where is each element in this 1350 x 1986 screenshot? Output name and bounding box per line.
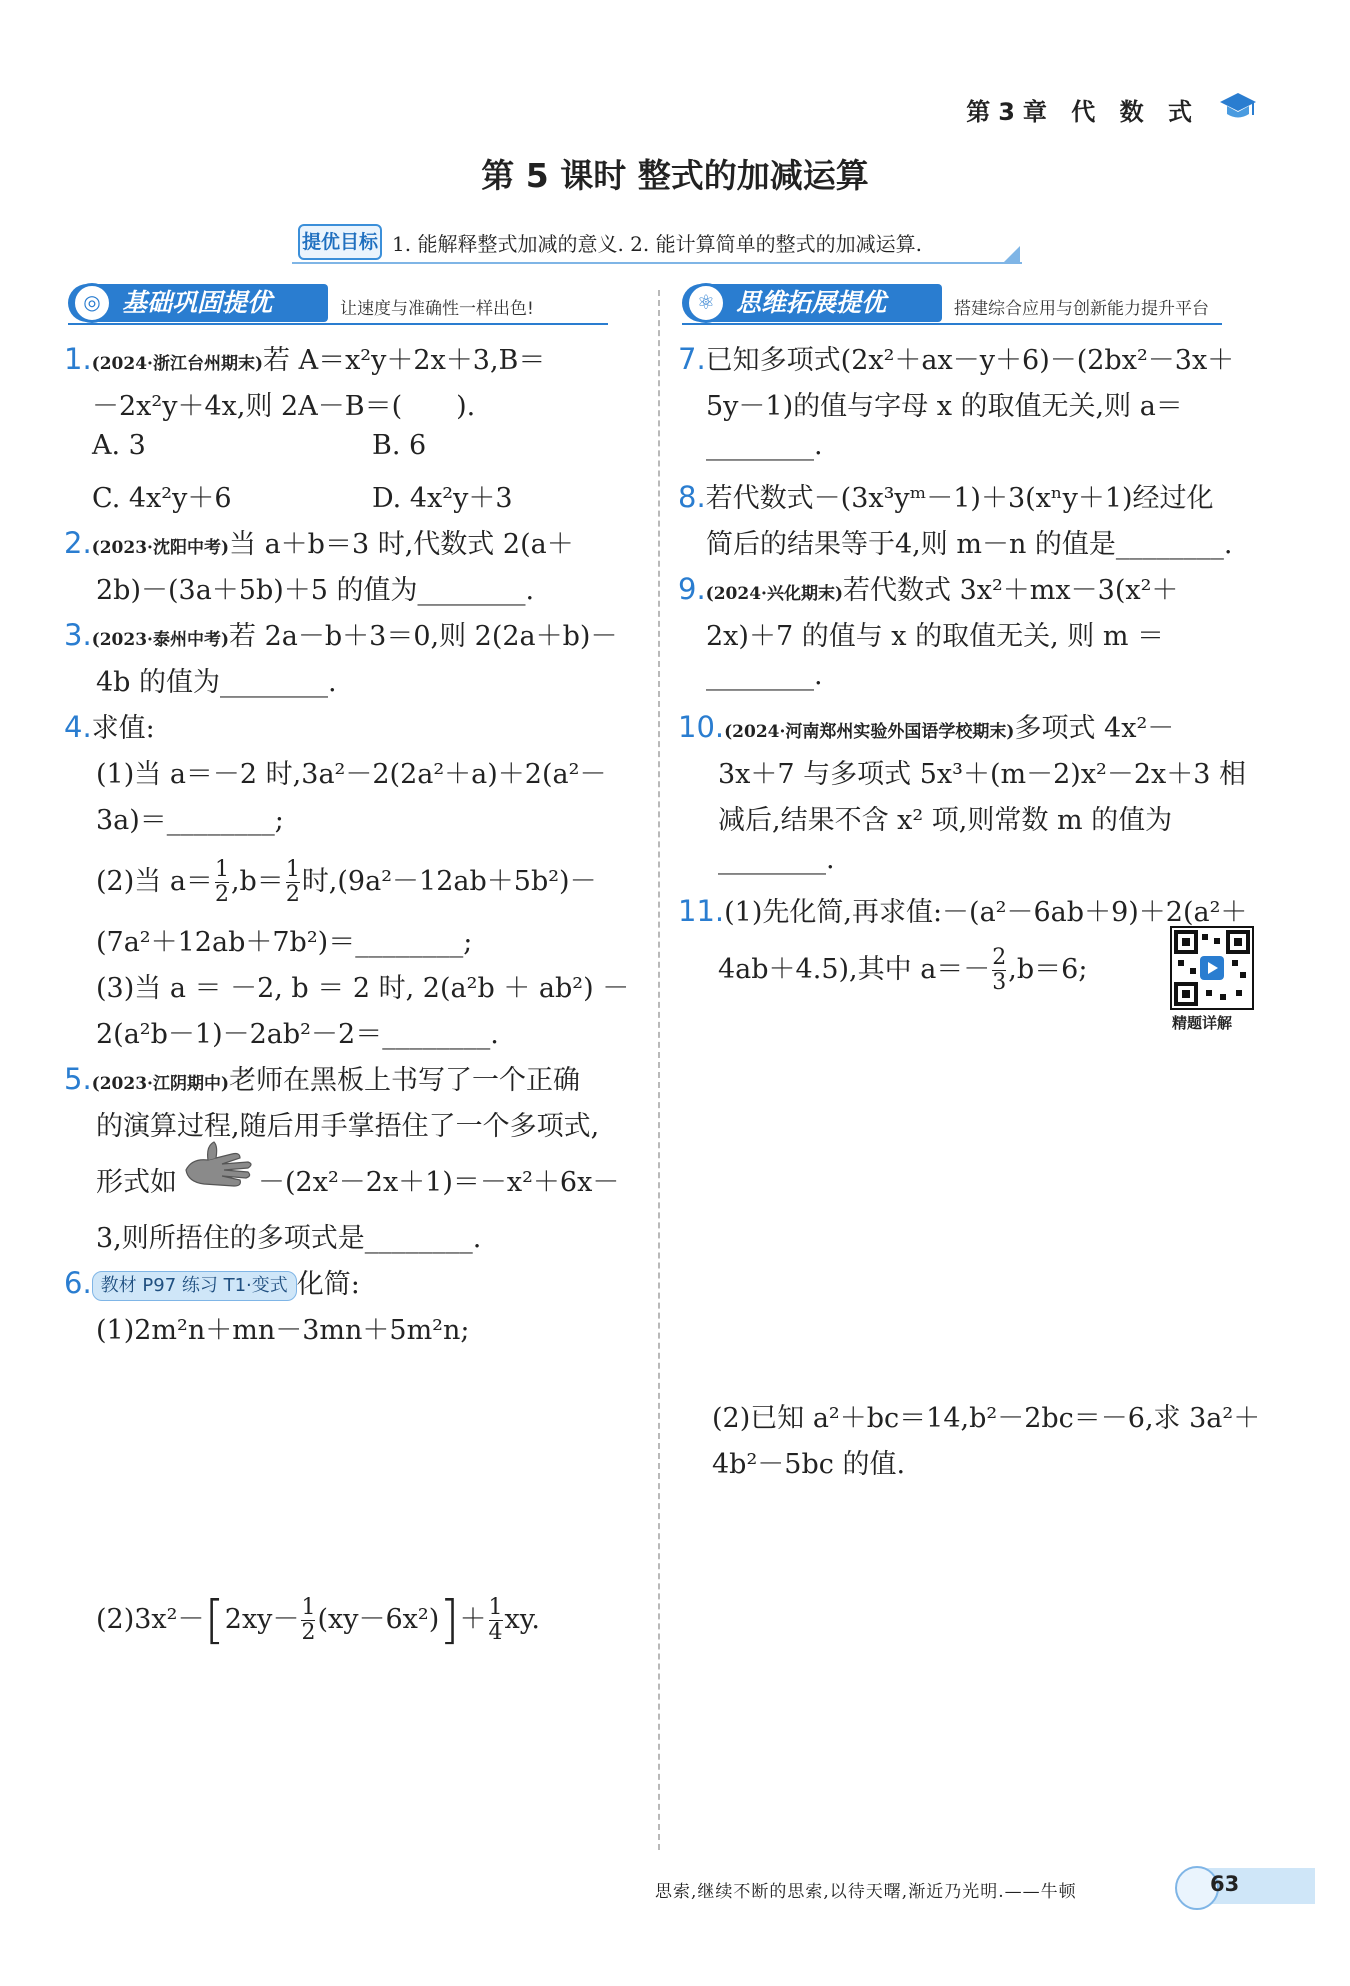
- q4-number: 4.: [64, 710, 92, 744]
- fraction-den: 2: [214, 882, 229, 907]
- q3-source: (2023·泰州中考): [91, 630, 229, 650]
- q5-text-1: 老师在黑板上书写了一个正确: [229, 1065, 580, 1096]
- q9-source: (2024·兴化期末): [705, 584, 843, 604]
- q10-source: (2024·河南郑州实验外国语学校期末): [724, 722, 1015, 742]
- q10-line3: 减后,结果不含 x² 项,则常数 m 的值为: [718, 805, 1173, 836]
- q6-p2-a: (2)3x²－: [96, 1604, 205, 1635]
- fraction-num: 2: [992, 945, 1007, 970]
- q4-part3-line1: (3)当 a ＝ －2, b ＝ 2 时, 2(a²b ＋ ab²) －: [96, 973, 630, 1004]
- q9-number: 9.: [678, 572, 706, 606]
- q1-option-d: D. 4x²y＋3: [372, 483, 513, 514]
- q7-text-1: 已知多项式(2x²＋ax－y＋6)－(2bx²－3x＋: [705, 345, 1235, 376]
- fraction-half-2: [286, 858, 300, 907]
- q3-line2: 4b 的值为________.: [96, 667, 337, 698]
- section-title-basic: 基础巩固提优: [122, 288, 273, 317]
- q5-line1: [64, 1058, 580, 1097]
- q2-line2: 2b)－(3a＋5b)＋5 的值为________.: [96, 575, 535, 606]
- q3-text-1: 若 2a－b＋3＝0,则 2(2a＋b)－: [229, 621, 618, 652]
- q6-p2-c: (xy－6x²): [317, 1604, 440, 1635]
- textbook-tag: 教材 P97 练习 T1·变式: [92, 1271, 297, 1301]
- q4-part2-line1: [96, 858, 597, 907]
- q11-part2-line2: 4b²－5bc 的值.: [712, 1449, 906, 1480]
- fraction-half: [301, 1596, 315, 1645]
- fraction-den: 2: [285, 882, 300, 907]
- column-divider: [658, 290, 660, 1850]
- bracket-left: [: [204, 1590, 225, 1651]
- fraction-quarter: [489, 1596, 503, 1645]
- goal-text: 1. 能解释整式加减的意义. 2. 能计算简单的整式的加减运算.: [392, 232, 922, 256]
- q8-line2: 简后的结果等于4,则 m－n 的值是________.: [706, 529, 1233, 560]
- q4-p2-b: ,b＝: [230, 866, 284, 897]
- section-underline-right: [682, 323, 1222, 325]
- q6-p2-e: xy.: [504, 1604, 541, 1635]
- fraction-num: 1: [488, 1595, 503, 1620]
- q10-text-1: 多项式 4x²－: [1014, 713, 1175, 744]
- fraction-num: 1: [285, 857, 300, 882]
- q4-part2-line2: (7a²＋12ab＋7b²)＝________;: [96, 927, 473, 958]
- q6-p2-b: 2xy－: [224, 1604, 300, 1635]
- q11-l2-b: ,b＝6;: [1008, 954, 1088, 985]
- q6-text-0: 化简:: [296, 1269, 360, 1300]
- page-number: 63: [1210, 1872, 1240, 1896]
- q1-number: 1.: [64, 342, 92, 376]
- q4-text-0: 求值:: [91, 713, 155, 744]
- q9-line2: 2x)＋7 的值与 x 的取值无关, 则 m ＝: [706, 621, 1165, 652]
- q2-line1: [64, 522, 574, 561]
- goal-underline: [292, 262, 1022, 264]
- q11-line2: [718, 946, 1087, 995]
- q4-line0: [64, 706, 155, 745]
- q7-line2: 5y－1)的值与字母 x 的取值无关,则 a＝: [706, 391, 1183, 422]
- q7-line1: [678, 338, 1234, 377]
- q10-line4: ________.: [718, 844, 835, 875]
- q1-option-c: C. 4x²y＋6: [92, 483, 232, 514]
- q4-part1-line1: (1)当 a＝－2 时,3a²－2(2a²＋a)＋2(a²－: [96, 759, 607, 790]
- section-underline-left: [68, 323, 608, 325]
- q9-line3: ________.: [706, 660, 823, 691]
- fraction-den: 3: [992, 970, 1007, 995]
- q4-p2-c: 时,(9a²－12ab＋5b²)－: [301, 866, 597, 897]
- q5-line2: 的演算过程,随后用手掌捂住了一个多项式,: [96, 1111, 600, 1142]
- q5-line4: 3,则所捂住的多项式是________.: [96, 1223, 482, 1254]
- q4-part1-line2: 3a)＝________;: [96, 805, 284, 836]
- q5-line3a: 形式如: [96, 1167, 177, 1198]
- graduation-cap-icon: [1218, 88, 1258, 124]
- q6-part2: [96, 1590, 540, 1651]
- q3-number: 3.: [64, 618, 92, 652]
- q1-line1: [64, 338, 545, 377]
- q6-number: 6.: [64, 1266, 92, 1300]
- section-title-extend: 思维拓展提优: [736, 288, 887, 317]
- q2-text-1: 当 a＋b＝3 时,代数式 2(a＋: [229, 529, 574, 560]
- q6-part1: (1)2m²n＋mn－3mn＋5m²n;: [96, 1315, 470, 1346]
- q11-line1: [678, 890, 1247, 929]
- chapter-label: 第3章 代 数 式: [966, 98, 1200, 126]
- q1-source: (2024·浙江台州期末): [91, 354, 263, 374]
- q3-line1: [64, 614, 617, 653]
- q4-p2-a: (2)当 a＝: [96, 866, 213, 897]
- q11-number: 11.: [678, 894, 725, 928]
- q8-number: 8.: [678, 480, 706, 514]
- q5-number: 5.: [64, 1062, 92, 1096]
- target-icon: ◎: [72, 283, 112, 323]
- qr-code-icon[interactable]: [1170, 926, 1254, 1010]
- section-banner-extend: [682, 284, 942, 322]
- hand-icon: [182, 1140, 256, 1190]
- q11-l2-a: 4ab＋4.5),其中 a＝－: [718, 954, 991, 985]
- fraction-num: 1: [214, 857, 229, 882]
- section-subtitle-extend: 搭建综合应用与创新能力提升平台: [954, 299, 1209, 319]
- footer-quote: 思索,继续不断的思索,以待天曙,渐近乃光明.——牛顿: [655, 1882, 1077, 1902]
- q11-part2-line1: (2)已知 a²＋bc＝14,b²－2bc＝－6,求 3a²＋: [712, 1403, 1261, 1434]
- fraction-den: 2: [301, 1620, 316, 1645]
- section-banner-basic: [68, 284, 328, 322]
- q2-number: 2.: [64, 526, 92, 560]
- q7-line3: ________.: [706, 430, 823, 461]
- q9-text-1: 若代数式 3x²＋mx－3(x²＋: [843, 575, 1179, 606]
- atom-icon: ⚛: [686, 283, 726, 323]
- q7-number: 7.: [678, 342, 706, 376]
- fraction-num: 1: [301, 1595, 316, 1620]
- q8-text-1: 若代数式－(3x³yᵐ－1)＋3(xⁿy＋1)经过化: [705, 483, 1214, 514]
- q1-line2: －2x²y＋4x,则 2A－B＝( ).: [92, 391, 476, 422]
- q11-text-1: (1)先化简,再求值:－(a²－6ab＋9)＋2(a²＋: [724, 897, 1248, 928]
- goal-decor-triangle: [1002, 246, 1020, 264]
- q10-number: 10.: [678, 710, 725, 744]
- q10-line2: 3x＋7 与多项式 5x³＋(m－2)x²－2x＋3 相: [718, 759, 1247, 790]
- q2-source: (2023·沈阳中考): [91, 538, 229, 558]
- q1-option-a: A. 3: [92, 430, 146, 461]
- goal-label: 提优目标: [298, 224, 382, 260]
- q1-text-1: 若 A＝x²y＋2x＋3,B＝: [263, 345, 546, 376]
- q6-p2-d: ＋: [459, 1604, 487, 1635]
- q1-option-b: B. 6: [372, 430, 427, 461]
- q5-source: (2023·江阴期中): [91, 1074, 229, 1094]
- q6-line0: [64, 1262, 360, 1301]
- fraction-den: 4: [488, 1620, 503, 1645]
- fraction-two-thirds: [992, 946, 1006, 995]
- bracket-right: ]: [439, 1590, 460, 1651]
- q10-line1: [678, 706, 1174, 745]
- qr-label: 精题详解: [1172, 1014, 1233, 1032]
- q4-part3-line2: 2(a²b－1)－2ab²－2＝________.: [96, 1019, 499, 1050]
- lesson-title: 第 5 课时 整式的加减运算: [481, 156, 869, 195]
- q5-line3b: －(2x²－2x＋1)＝－x²＋6x－: [258, 1167, 620, 1198]
- fraction-half-1: [215, 858, 229, 907]
- q9-line1: [678, 568, 1178, 607]
- q8-line1: [678, 476, 1214, 515]
- section-subtitle-basic: 让速度与准确性一样出色!: [340, 299, 534, 319]
